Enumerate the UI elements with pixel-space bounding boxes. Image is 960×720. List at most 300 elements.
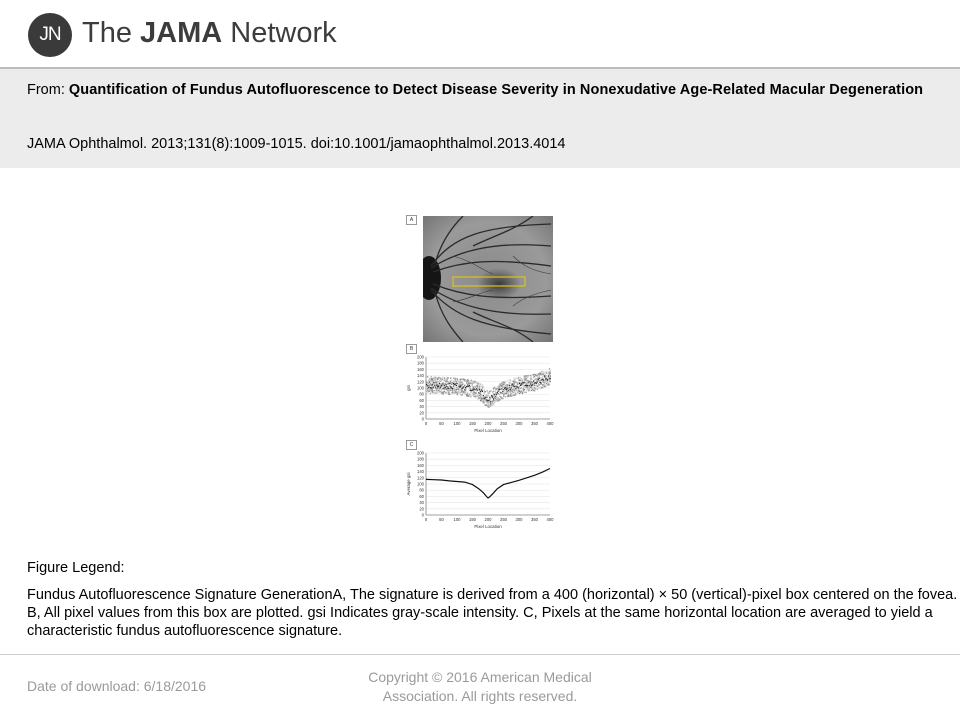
average-signature-line [426, 469, 550, 499]
scatter-point [525, 388, 526, 389]
scatter-point [504, 390, 505, 391]
scatter-point [435, 393, 436, 394]
scatter-point [485, 391, 486, 392]
scatter-point [526, 390, 527, 391]
y-tick-label: 120 [417, 379, 424, 385]
scatter-point [437, 379, 438, 380]
scatter-point [440, 381, 441, 382]
scatter-point [550, 370, 551, 371]
scatter-point [457, 379, 458, 380]
y-tick-label: 100 [417, 481, 424, 487]
scatter-point [550, 378, 551, 379]
scatter-point [504, 382, 505, 383]
scatter-point [539, 387, 540, 388]
footer-divider [0, 654, 960, 655]
scatter-point [465, 389, 466, 390]
scatter-point [461, 394, 462, 395]
scatter-point [447, 377, 448, 378]
scatter-point [430, 383, 431, 384]
scatter-point [535, 378, 536, 379]
panel-a-label: A [406, 215, 417, 225]
scatter-point [493, 398, 494, 399]
scatter-point [473, 392, 474, 393]
scatter-point [449, 384, 450, 385]
scatter-point [522, 380, 523, 381]
scatter-point [539, 384, 540, 385]
scatter-point [510, 380, 511, 381]
scatter-point [460, 379, 461, 380]
scatter-point [429, 385, 430, 386]
x-tick-label: 250 [500, 517, 507, 522]
x-tick-label: 0 [424, 517, 428, 522]
scatter-point [547, 379, 548, 380]
x-tick-label: 300 [515, 421, 523, 426]
scatter-point [542, 387, 543, 388]
scatter-point [446, 379, 447, 380]
scatter-point [484, 389, 485, 390]
scatter-point [438, 386, 439, 387]
scatter-point [483, 395, 484, 396]
scatter-point [546, 371, 547, 372]
x-tick-label: 200 [484, 421, 492, 426]
scatter-point [514, 395, 515, 396]
scatter-point [487, 395, 488, 396]
scatter-point [482, 385, 483, 386]
scatter-point [495, 387, 496, 388]
scatter-point [548, 375, 549, 376]
scatter-point [457, 394, 458, 395]
y-tick-label: 40 [419, 404, 424, 410]
scatter-point [473, 382, 474, 383]
scatter-point [517, 382, 518, 383]
scatter-point [455, 378, 456, 379]
scatter-point [429, 391, 430, 392]
jama-network-wordmark [82, 17, 337, 50]
scatter-point [468, 396, 469, 397]
scatter-point [550, 381, 551, 382]
scatter-point [505, 381, 506, 382]
brand-suffix: Network [222, 17, 337, 49]
scatter-point [508, 388, 509, 389]
scatter-point [478, 396, 479, 397]
scatter-point [505, 397, 506, 398]
scatter-point [477, 385, 478, 386]
y-tick-label: 20 [419, 506, 424, 512]
scatter-point [480, 393, 481, 394]
scatter-point [514, 391, 515, 392]
scatter-point [542, 376, 543, 377]
scatter-point [550, 374, 551, 375]
scatter-point [512, 392, 513, 393]
scatter-point [471, 381, 472, 382]
scatter-point [550, 376, 551, 377]
scatter-point [442, 379, 443, 380]
scatter-point [539, 386, 540, 387]
scatter-point [519, 386, 520, 387]
scatter-point [538, 383, 539, 384]
scatter-point [540, 377, 541, 378]
scatter-point [509, 385, 510, 386]
article-reference [27, 80, 927, 100]
scatter-point [475, 397, 476, 398]
y-tick-label: 200 [417, 450, 424, 456]
scatter-point [503, 396, 504, 397]
scatter-point [462, 380, 463, 381]
scatter-point [534, 379, 535, 380]
scatter-point [499, 390, 500, 391]
scatter-point [498, 397, 499, 398]
scatter-point [480, 391, 481, 392]
scatter-point [543, 381, 544, 382]
scatter-point [514, 379, 515, 380]
scatter-point [501, 389, 502, 390]
scatter-point [500, 396, 501, 397]
x-tick-label: 100 [453, 517, 461, 522]
scatter-point [528, 389, 529, 390]
y-tick-label: 0 [421, 512, 424, 518]
legend-heading: Figure Legend: [27, 560, 125, 576]
scatter-point [531, 378, 532, 379]
scatter-point [461, 385, 462, 386]
scatter-point [479, 389, 480, 390]
brand-bold: JAMA [140, 17, 223, 49]
scatter-point [437, 391, 438, 392]
scatter-point [486, 397, 487, 398]
scatter-point [459, 393, 460, 394]
scatter-point [436, 382, 437, 383]
scatter-point [457, 378, 458, 379]
scatter-point [448, 391, 449, 392]
scatter-point [520, 393, 521, 394]
scatter-point [526, 375, 527, 376]
scatter-point [550, 371, 551, 372]
y-tick-label: 60 [419, 397, 424, 403]
scatter-point [501, 382, 502, 383]
scatter-point [460, 380, 461, 381]
scatter-point [484, 402, 485, 403]
x-tick-label: 0 [424, 421, 428, 426]
scatter-point [442, 385, 443, 386]
scatter-point [513, 383, 514, 384]
scatter-point [543, 373, 544, 374]
scatter-point [442, 376, 443, 377]
scatter-point [490, 401, 491, 402]
scatter-point [435, 388, 436, 389]
scatter-point [526, 392, 527, 393]
scatter-point [495, 391, 496, 392]
scatter-point [476, 382, 477, 383]
x-tick-label: 100 [453, 421, 461, 426]
scatter-point [507, 384, 508, 385]
scatter-point [515, 393, 516, 394]
scatter-point [472, 392, 473, 393]
y-tick-label: 180 [417, 456, 424, 462]
panel-b-scatter-chart [404, 353, 560, 443]
scatter-point [513, 385, 514, 386]
scatter-point [521, 387, 522, 388]
y-tick-label: 80 [419, 391, 424, 397]
scatter-point [511, 387, 512, 388]
scatter-point [546, 383, 547, 384]
scatter-point [472, 385, 473, 386]
scatter-point [538, 379, 539, 380]
panel-c-line-chart [404, 449, 560, 539]
jama-network-logo-mark: JN [28, 13, 72, 57]
panel-b-label: B [406, 344, 417, 354]
scatter-point [483, 386, 484, 387]
scatter-point [472, 383, 473, 384]
scatter-point [549, 384, 550, 385]
scatter-point [453, 380, 454, 381]
scatter-point [532, 384, 533, 385]
scatter-point [515, 381, 516, 382]
scatter-point [539, 379, 540, 380]
x-tick-label: 350 [531, 421, 538, 426]
x-tick-label: 300 [515, 517, 523, 522]
x-axis-label: Pixel Location [474, 524, 502, 529]
x-axis-label: Pixel Location [474, 428, 502, 433]
scatter-point [529, 385, 530, 386]
scatter-point [465, 393, 466, 394]
scatter-point [512, 386, 513, 387]
y-axis-label: Average gsi [406, 472, 411, 496]
copyright-notice: Copyright © 2016 American Medical Association. All rights reserved. [368, 669, 592, 704]
scatter-point [446, 391, 447, 392]
y-tick-label: 120 [417, 475, 424, 481]
x-tick-label: 200 [484, 517, 492, 522]
article-title: Quantification of Fundus Autofluorescence to Detect Disease Severity in Nonexudative Age-Related Macular Degeneration [68, 82, 924, 98]
scatter-point [469, 380, 470, 381]
scatter-point [519, 389, 520, 390]
scatter-point [545, 375, 546, 376]
scatter-point [468, 388, 469, 389]
scatter-point [494, 402, 495, 403]
scatter-point [431, 381, 432, 382]
scatter-point [443, 393, 444, 394]
scatter-point [497, 386, 498, 387]
scatter-point [433, 387, 434, 388]
y-tick-label: 160 [417, 366, 424, 372]
scatter-point [432, 389, 433, 390]
scatter-point [488, 403, 489, 404]
scatter-point [457, 387, 458, 388]
legend-text: Fundus Autofluorescence Signature GenerationA, The signature is derived from a 400 (horizontal) × 50 (vertical)-pixel box centered on the fovea. B, All pixel values from this box are plotted. gsi Indicates gray-scale intensity. C, Pixels at the same horizontal location are averaged to yield a characteristic fundus autofluorescence signature. [27, 587, 958, 639]
scatter-point [523, 390, 524, 391]
scatter-point [521, 378, 522, 379]
scatter-point [510, 389, 511, 390]
scatter-point [473, 396, 474, 397]
scatter-point [549, 368, 550, 369]
scatter-point [477, 399, 478, 400]
scatter-point [433, 380, 434, 381]
scatter-point [444, 389, 445, 390]
scatter-point [496, 396, 497, 397]
y-tick-label: 80 [419, 487, 424, 493]
scatter-point [456, 381, 457, 382]
scatter-point [427, 376, 428, 377]
scatter-point [492, 401, 493, 402]
scatter-point [523, 384, 524, 385]
scatter-point [451, 384, 452, 385]
x-tick-label: 350 [531, 517, 538, 522]
scatter-point [544, 383, 545, 384]
scatter-point [462, 383, 463, 384]
scatter-point [467, 392, 468, 393]
x-tick-label: 250 [500, 421, 507, 426]
scatter-point [439, 383, 440, 384]
scatter-point [454, 387, 455, 388]
scatter-point [524, 389, 525, 390]
scatter-point [488, 393, 489, 394]
scatter-point [426, 381, 427, 382]
scatter-point [486, 395, 487, 396]
scatter-point [484, 393, 485, 394]
scatter-point [436, 381, 437, 382]
scatter-point [451, 380, 452, 381]
scatter-point [475, 395, 476, 396]
scatter-point [434, 380, 435, 381]
scatter-point [489, 399, 490, 400]
x-tick-label: 150 [469, 421, 476, 426]
scatter-point [533, 377, 534, 378]
scatter-point [470, 386, 471, 387]
scatter-point [543, 380, 544, 381]
scatter-point [502, 391, 503, 392]
scatter-point [465, 391, 466, 392]
scatter-point [550, 372, 551, 373]
scatter-point [454, 382, 455, 383]
y-tick-label: 40 [419, 500, 424, 506]
scatter-point [467, 384, 468, 385]
scatter-point [433, 390, 434, 391]
scatter-point [518, 387, 519, 388]
scatter-point [464, 385, 465, 386]
scatter-point [477, 395, 478, 396]
scatter-point [548, 382, 549, 383]
scatter-point [526, 388, 527, 389]
scatter-point [527, 375, 528, 376]
scatter-point [479, 387, 480, 388]
scatter-point [453, 386, 454, 387]
scatter-point [490, 390, 491, 391]
scatter-point [487, 391, 488, 392]
y-tick-label: 0 [421, 416, 424, 422]
x-tick-label: 400 [546, 421, 554, 426]
scatter-point [516, 390, 517, 391]
y-axis-label: gsi [406, 385, 411, 391]
scatter-point [499, 389, 500, 390]
y-tick-label: 60 [419, 493, 424, 499]
scatter-point [478, 384, 479, 385]
y-tick-label: 140 [417, 373, 424, 379]
scatter-point [534, 390, 535, 391]
y-tick-label: 200 [417, 354, 424, 360]
scatter-point [507, 380, 508, 381]
scatter-point [431, 376, 432, 377]
scatter-point [471, 379, 472, 380]
fundus-image [423, 216, 553, 342]
scatter-point [524, 392, 525, 393]
scatter-point [527, 377, 528, 378]
x-tick-label: 50 [439, 421, 444, 426]
y-tick-label: 100 [417, 385, 424, 391]
scatter-point [466, 382, 467, 383]
scatter-point [499, 394, 500, 395]
scatter-point [467, 393, 468, 394]
scatter-point [471, 396, 472, 397]
scatter-point [445, 378, 446, 379]
y-tick-label: 180 [417, 360, 424, 366]
panel-c-label: C [406, 440, 417, 450]
scatter-point [541, 372, 542, 373]
x-tick-label: 50 [439, 517, 444, 522]
scatter-point [437, 392, 438, 393]
scatter-point [522, 393, 523, 394]
scatter-point [451, 386, 452, 387]
scatter-point [443, 383, 444, 384]
scatter-point [502, 398, 503, 399]
scatter-point [450, 378, 451, 379]
scatter-point [473, 386, 474, 387]
x-tick-label: 400 [546, 517, 554, 522]
brand-prefix: The [82, 17, 141, 49]
scatter-point [536, 383, 537, 384]
download-date: Date of download: 6/18/2016 [27, 678, 207, 694]
scatter-point [443, 382, 444, 383]
figure [404, 213, 560, 539]
scatter-point [473, 389, 474, 390]
scatter-point [499, 399, 500, 400]
scatter-point [531, 386, 532, 387]
scatter-point [526, 378, 527, 379]
scatter-point [469, 393, 470, 394]
scatter-point [452, 388, 453, 389]
scatter-point [545, 386, 546, 387]
scatter-point [430, 393, 431, 394]
citation-block [0, 69, 960, 168]
scatter-point [432, 384, 433, 385]
y-tick-label: 140 [417, 469, 424, 475]
scatter-point [481, 396, 482, 397]
scatter-point [493, 391, 494, 392]
scatter-point [449, 393, 450, 394]
journal-citation: JAMA Ophthalmol. 2013;131(8):1009-1015. doi:10.1001/jamaophthalmol.2013.4014 [27, 136, 566, 152]
scatter-point [508, 393, 509, 394]
y-tick-label: 160 [417, 462, 424, 468]
scatter-point [459, 384, 460, 385]
scatter-point [510, 382, 511, 383]
y-tick-label: 20 [419, 410, 424, 416]
scatter-point [459, 389, 460, 390]
scatter-point [456, 389, 457, 390]
scatter-point [429, 379, 430, 380]
scatter-point [481, 395, 482, 396]
scatter-point [480, 384, 481, 385]
scatter-point [434, 384, 435, 385]
from-label: From: [27, 82, 65, 98]
scatter-point [537, 381, 538, 382]
scatter-point [500, 392, 501, 393]
scatter-point [486, 390, 487, 391]
scatter-point [544, 384, 545, 385]
scatter-point [475, 392, 476, 393]
scatter-point [461, 391, 462, 392]
header [0, 0, 960, 68]
scatter-point [446, 392, 447, 393]
scatter-point [482, 391, 483, 392]
scatter-point [458, 381, 459, 382]
scatter-point [492, 396, 493, 397]
